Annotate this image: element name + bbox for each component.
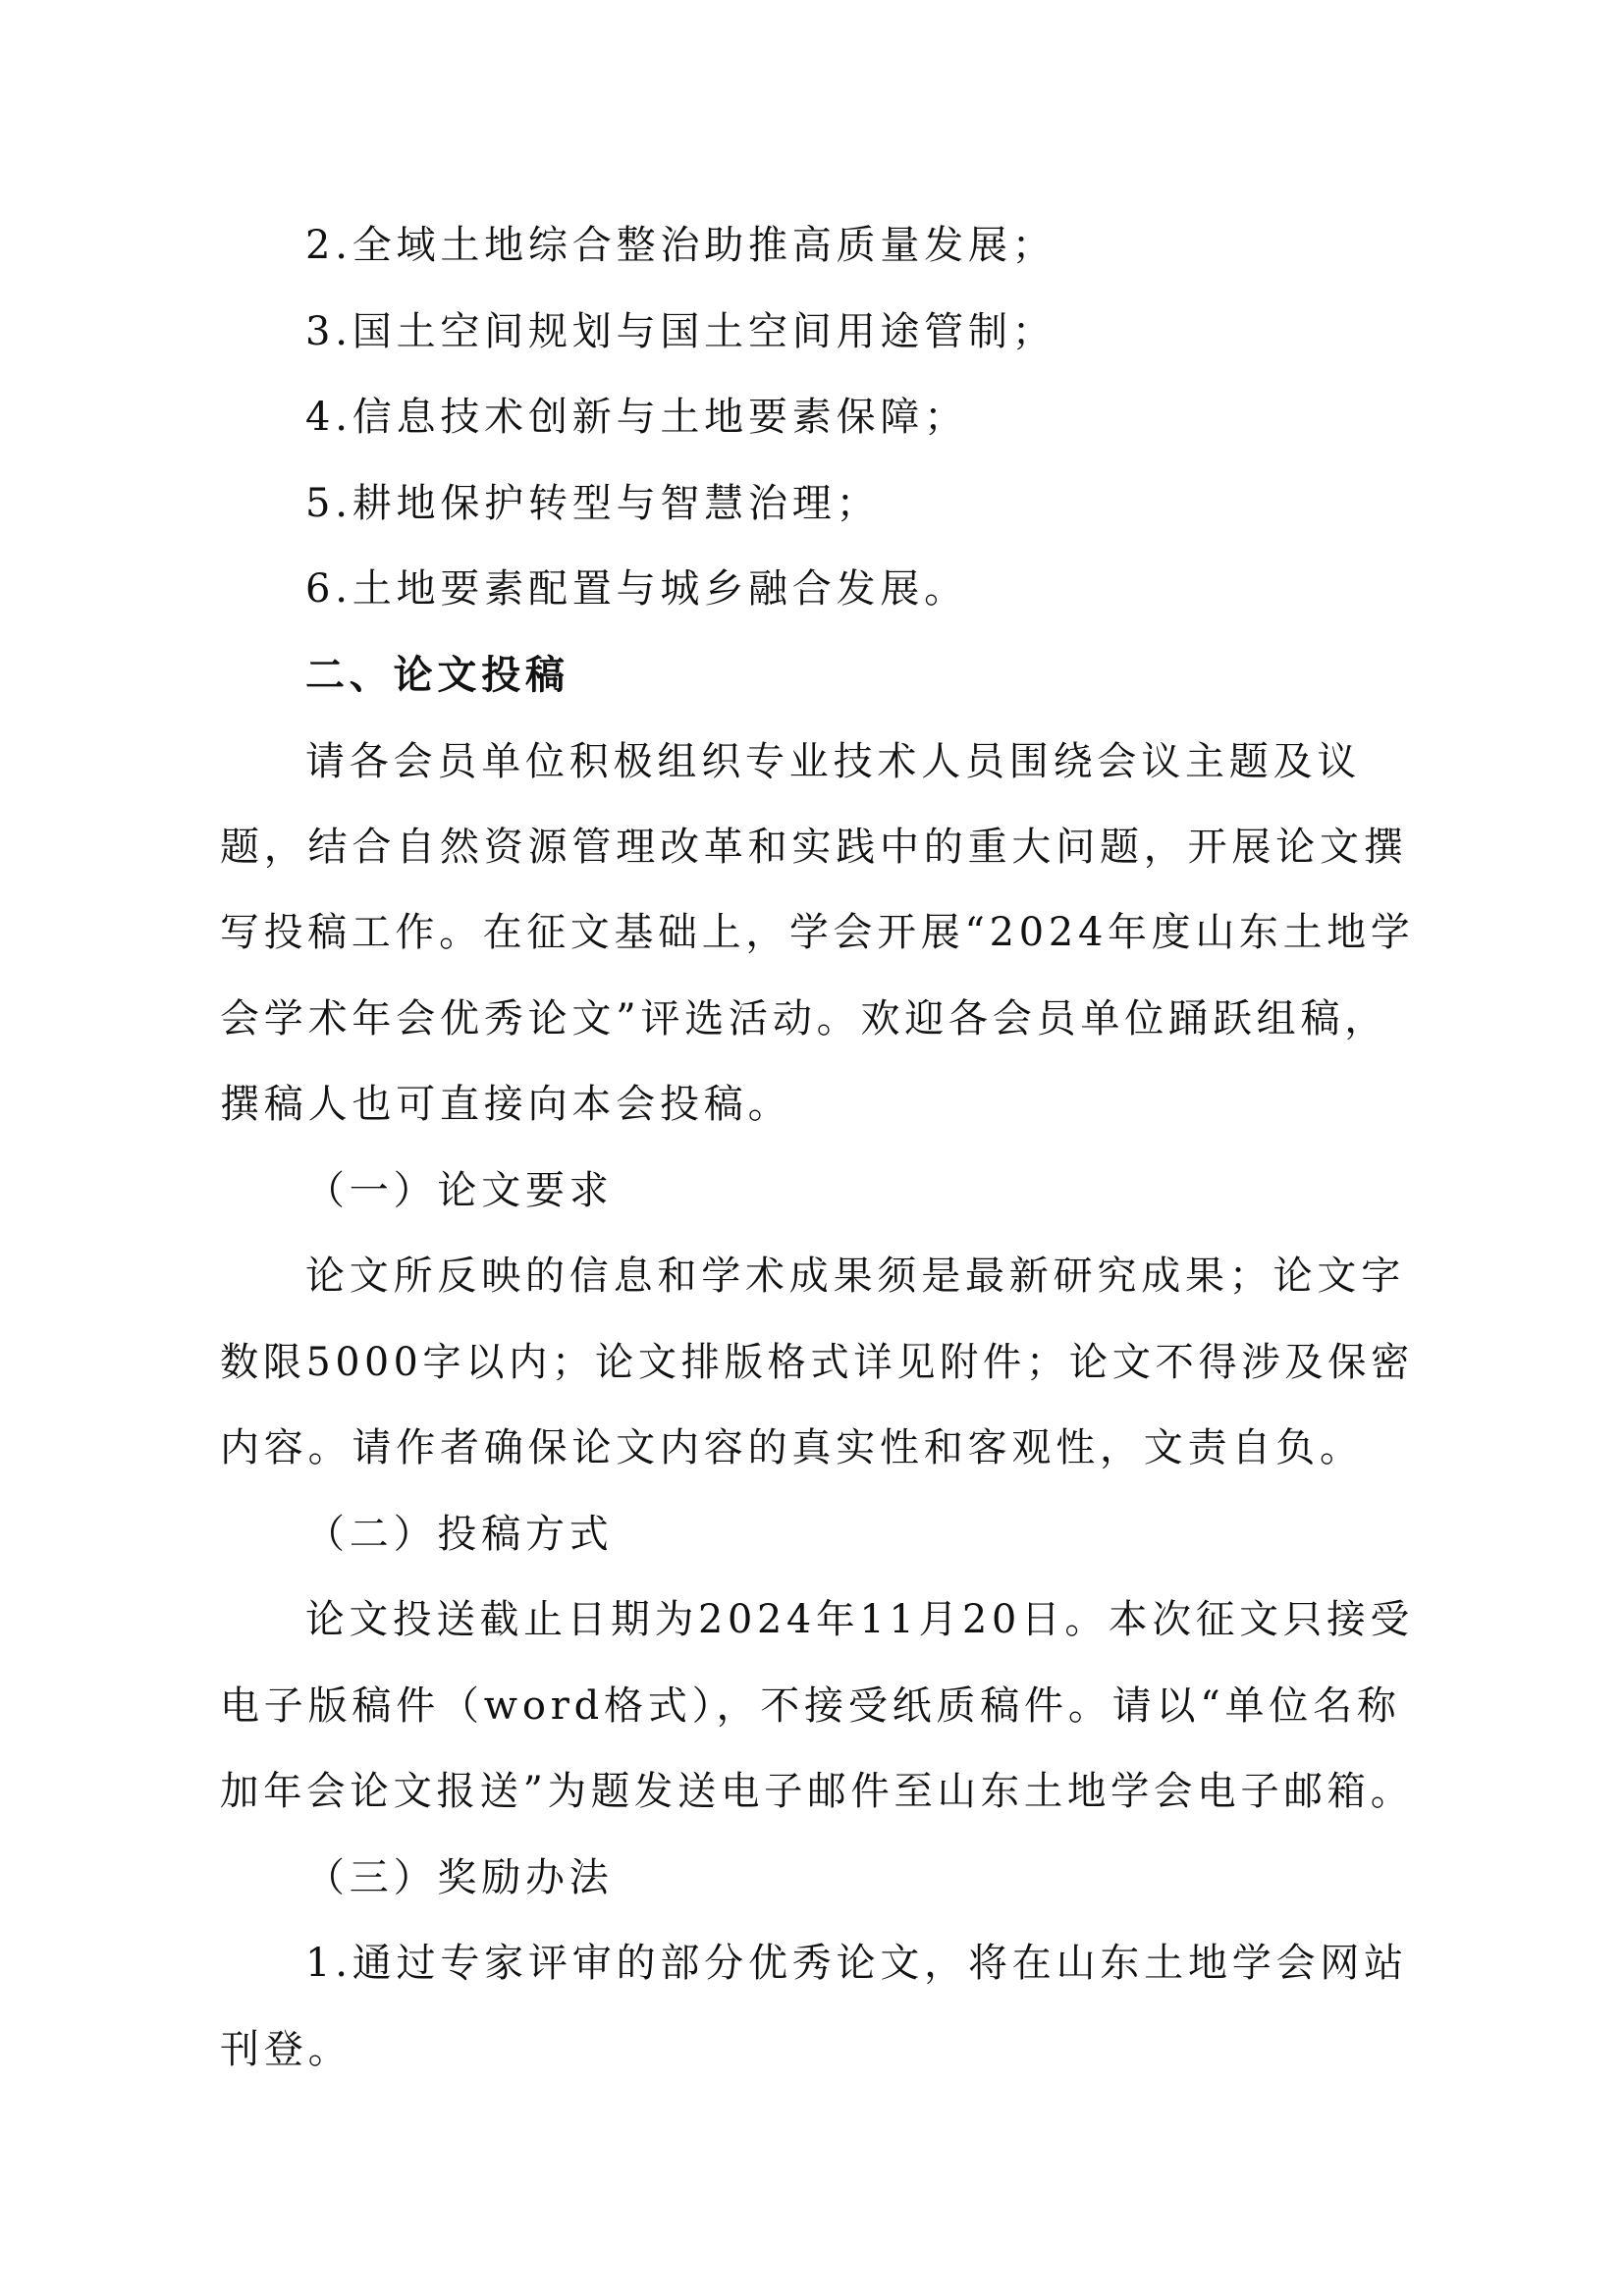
topic-item: 4.信息技术创新与土地要素保障；: [305, 395, 968, 440]
paragraph-line: 加年会论文报送”为题发送电子邮件至山东土地学会电子邮箱。: [220, 1769, 1414, 1814]
paragraph-line: 论文投送截止日期为2024年11月20日。本次征文只接受: [305, 1597, 1415, 1642]
paragraph-line: 数限5000字以内；论文排版格式详见附件；论文不得涉及保密: [220, 1340, 1415, 1385]
topic-item: 3.国土空间规划与国土空间用途管制；: [305, 309, 1056, 354]
subsection-heading: （一）论文要求: [305, 1168, 614, 1213]
paragraph-line: 请各会员单位积极组织专业技术人员围绕会议主题及议: [305, 739, 1362, 784]
paragraph-line: 会学术年会优秀论文”评选活动。欢迎各会员单位踊跃组稿，: [220, 996, 1389, 1041]
subsection-heading: （二）投稿方式: [305, 1512, 614, 1557]
subsection-heading: （三）奖励办法: [305, 1855, 614, 1900]
paragraph-line: 1.通过专家评审的部分优秀论文，将在山东土地学会网站: [305, 1941, 1408, 1986]
paragraph-line: 撰稿人也可直接向本会投稿。: [220, 1082, 792, 1127]
paragraph-line: 题，结合自然资源管理改革和实践中的重大问题，开展论文撰: [220, 825, 1408, 870]
paragraph-line: 写投稿工作。在征文基础上，学会开展“2024年度山东土地学: [220, 910, 1415, 955]
paragraph-line: 论文所反映的信息和学术成果须是最新研究成果；论文字: [305, 1254, 1405, 1299]
section-heading: 二、论文投稿: [305, 653, 569, 698]
paragraph-line: 内容。请作者确保论文内容的真实性和客观性，文责自负。: [220, 1425, 1364, 1470]
paragraph-line: 刊登。: [220, 2027, 352, 2072]
topic-item: 6.土地要素配置与城乡融合发展。: [305, 566, 968, 612]
topic-item: 5.耕地保护转型与智慧治理；: [305, 481, 881, 526]
topic-item: 2.全域土地综合整治助推高质量发展；: [305, 223, 1056, 268]
paragraph-line: 电子版稿件（word格式），不接受纸质稿件。请以“单位名称: [220, 1683, 1401, 1729]
